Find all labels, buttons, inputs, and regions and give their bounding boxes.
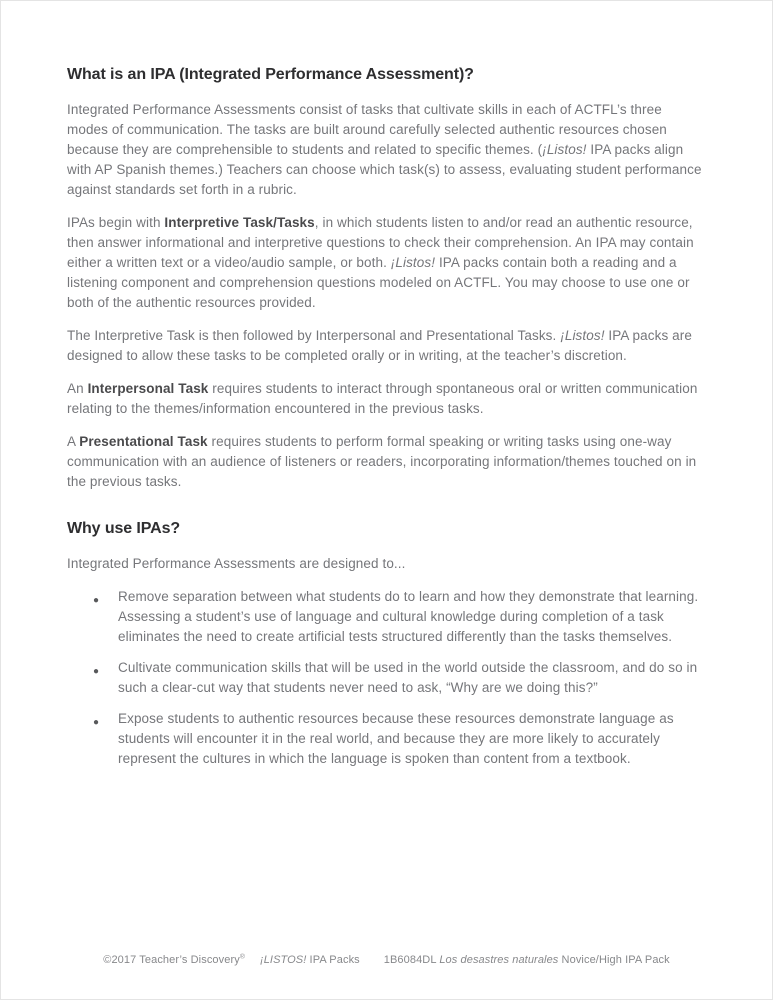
why-use-ipas-bullet-list: [67, 587, 706, 769]
paragraph-task-sequence: The Interpretive Task is then followed by Interpersonal and Presentational Tasks. ¡Listos! IPA packs are designed to allow these tasks to be completed orally or in writing, at the teacher’s discretion.: [67, 328, 692, 363]
section-heading-why-use-ipas: Why use IPAs?: [67, 520, 181, 537]
list-item-text: Expose students to authentic resources because these resources demonstrate language as students will encounter it in the real world, and because they are more likely to accurately represent the cultures in which the language is spoken than content from a textbook.: [118, 711, 674, 766]
section-heading-what-is-an-ipa: What is an IPA (Integrated Performance Assessment)?: [67, 66, 474, 83]
bullet-dot-icon: ●: [93, 666, 100, 677]
paragraph-why-intro: Integrated Performance Assessments are designed to...: [67, 556, 406, 571]
footer-series-name: ¡LISTOS! IPA Packs: [259, 954, 360, 966]
page-footer: [1, 953, 772, 967]
list-item-cultivate-communication: [67, 658, 706, 698]
list-item-expose-authentic-resources: [67, 709, 706, 769]
paragraph-interpretive-task: IPAs begin with Interpretive Task/Tasks, in which students listen to and/or read an authentic resource, then answer informational and interpretive questions to check their comprehension. An IPA may contain either a written text or a video/audio sample, or both. ¡Listos! IPA packs contain both a reading and a listening component and comprehension questions modeled on ACTFL. You may choose to use one or both of the authentic resources provided.: [67, 215, 694, 310]
list-item-remove-separation: [67, 587, 706, 647]
paragraph-interpersonal-task: An Interpersonal Task requires students to interact through spontaneous oral or written communication relating to the themes/information encountered in the previous tasks.: [67, 381, 698, 416]
footer-product-code: 1B6084DL Los desastres naturales Novice/High IPA Pack: [383, 954, 670, 966]
paragraph-ipa-overview: Integrated Performance Assessments consist of tasks that cultivate skills in each of ACTFL’s three modes of communication. The tasks are built around carefully selected authentic resources chosen because they are comprehensible to students and related to specific themes. (¡Listos! IPA packs align with AP Spanish themes.) Teachers can choose which task(s) to assess, evaluating student performance against standards set forth in a rubric.: [67, 102, 702, 197]
footer-copyright: ©2017 Teacher’s Discovery®: [103, 953, 245, 966]
bullet-dot-icon: ●: [93, 595, 100, 606]
list-item-text: Remove separation between what students do to learn and how they demonstrate that learning. Assessing a student’s use of language and cultural knowledge during completion of a task eliminates the need to create artificial tests structured differently than the tasks themselves.: [118, 589, 699, 644]
bullet-dot-icon: ●: [93, 717, 100, 728]
paragraph-presentational-task: A Presentational Task requires students to perform formal speaking or writing tasks using one-way communication with an audience of listeners or readers, incorporating information/themes touched on in the previous tasks.: [67, 434, 697, 489]
list-item-text: Cultivate communication skills that will be used in the world outside the classroom, and do so in such a clear-cut way that students never need to ask, “Why are we doing this?”: [118, 660, 698, 695]
